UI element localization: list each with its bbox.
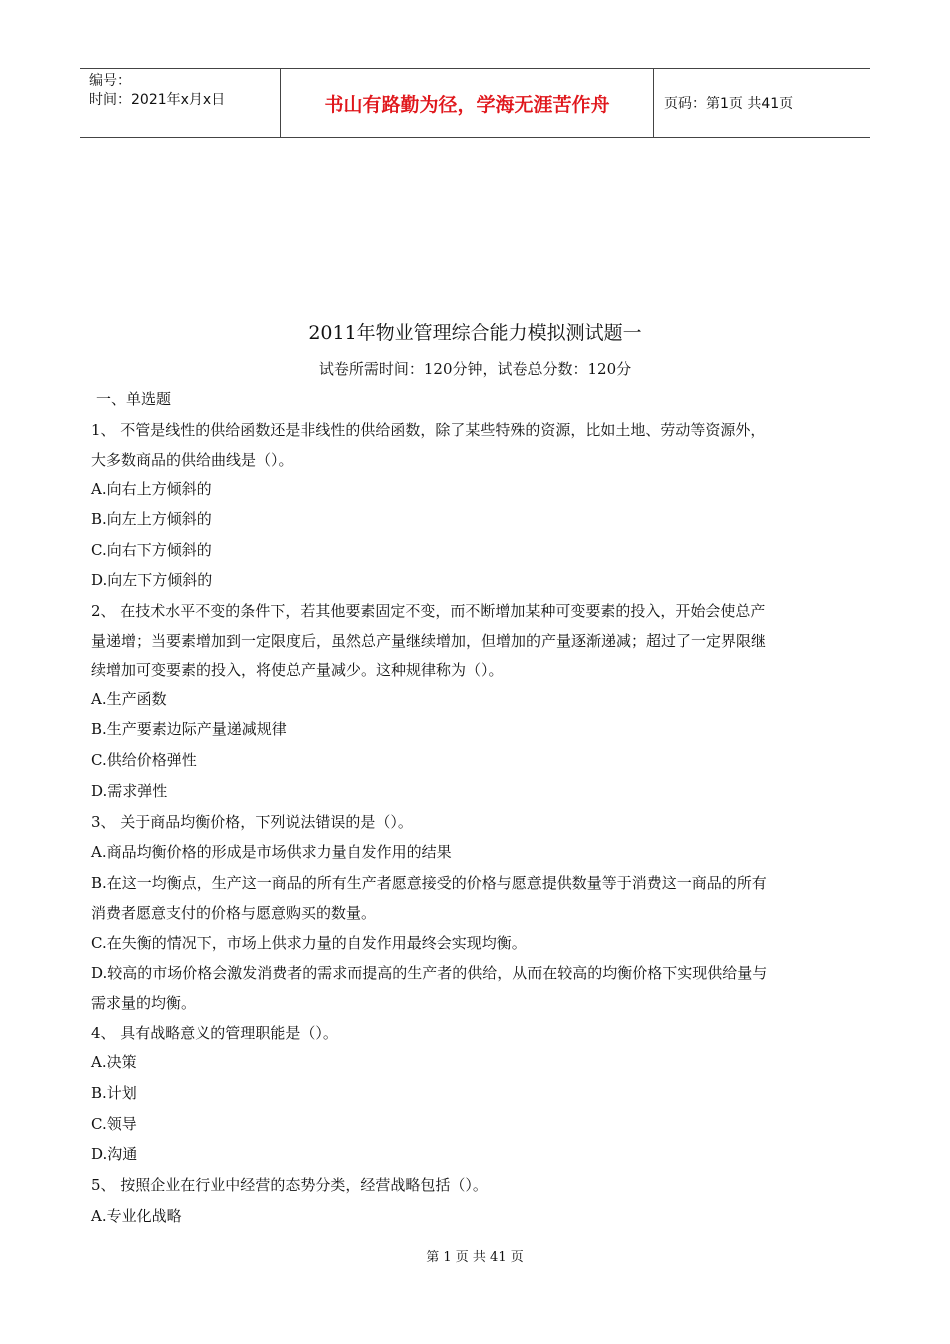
- document-title: 2011年物业管理综合能力模拟测试题一: [308, 322, 642, 344]
- option-line: D.向左下方倾斜的: [91, 571, 213, 589]
- question-line: 4、 具有战略意义的管理职能是（）。: [91, 1024, 338, 1042]
- option-line: 需求量的均衡。: [91, 994, 197, 1012]
- question-line: 续增加可变要素的投入，将使总产量减少。这种规律称为（）。: [91, 661, 504, 679]
- question-line: 5、 按照企业在行业中经营的态势分类，经营战略包括（）。: [91, 1176, 488, 1194]
- question-line: 1、 不管是线性的供给函数还是非线性的供给函数，除了某些特殊的资源，比如土地、劳动等资源外，: [91, 421, 766, 439]
- page-header: [80, 68, 870, 138]
- document-subtitle: 试卷所需时间：120分钟，试卷总分数：120分: [318, 360, 632, 378]
- section-heading: 一、单选题: [96, 390, 172, 408]
- question-line: 2、 在技术水平不变的条件下，若其他要素固定不变，而不断增加某种可变要素的投入，开始会使总产: [91, 602, 766, 620]
- header-meta-cell: [80, 69, 280, 137]
- header-time-label: 时间：2021年x月x日: [89, 92, 226, 108]
- option-line: D.沟通: [91, 1145, 138, 1163]
- header-motto: 书山有路勤为径，学海无涯苦作舟: [280, 69, 654, 137]
- option-line: A.生产函数: [91, 690, 167, 708]
- question-line: 大多数商品的供给曲线是（）。: [91, 451, 294, 469]
- option-line: A.向右上方倾斜的: [91, 480, 212, 498]
- header-page-info: 页码：第1页 共41页: [664, 96, 794, 112]
- option-line: B.生产要素边际产量递减规律: [91, 720, 287, 738]
- option-line: B.计划: [91, 1084, 137, 1102]
- option-line: A.专业化战略: [91, 1207, 182, 1225]
- option-line: B.在这一均衡点，生产这一商品的所有生产者愿意接受的价格与愿意提供数量等于消费这一商品的所有: [91, 874, 767, 892]
- header-number-label: 编号：: [89, 73, 131, 89]
- option-line: B.向左上方倾斜的: [91, 510, 212, 528]
- option-line: D.较高的市场价格会激发消费者的需求而提高的生产者的供给，从而在较高的均衡价格下实现供给量与: [91, 964, 768, 982]
- option-line: C.领导: [91, 1115, 137, 1133]
- option-line: C.向右下方倾斜的: [91, 541, 212, 559]
- option-line: A.决策: [91, 1053, 137, 1071]
- option-line: C.供给价格弹性: [91, 751, 197, 769]
- option-line: C.在失衡的情况下，市场上供求力量的自发作用最终会实现均衡。: [91, 934, 527, 952]
- option-line: 消费者愿意支付的价格与愿意购买的数量。: [91, 904, 377, 922]
- page-footer: 第 1 页 共 41 页: [426, 1250, 524, 1265]
- option-line: D.需求弹性: [91, 782, 168, 800]
- question-line: 量递增；当要素增加到一定限度后，虽然总产量继续增加，但增加的产量逐渐递减；超过了一定界限继: [91, 632, 767, 650]
- option-line: A.商品均衡价格的形成是市场供求力量自发作用的结果: [91, 843, 452, 861]
- question-line: 3、 关于商品均衡价格，下列说法错误的是（）。: [91, 813, 413, 831]
